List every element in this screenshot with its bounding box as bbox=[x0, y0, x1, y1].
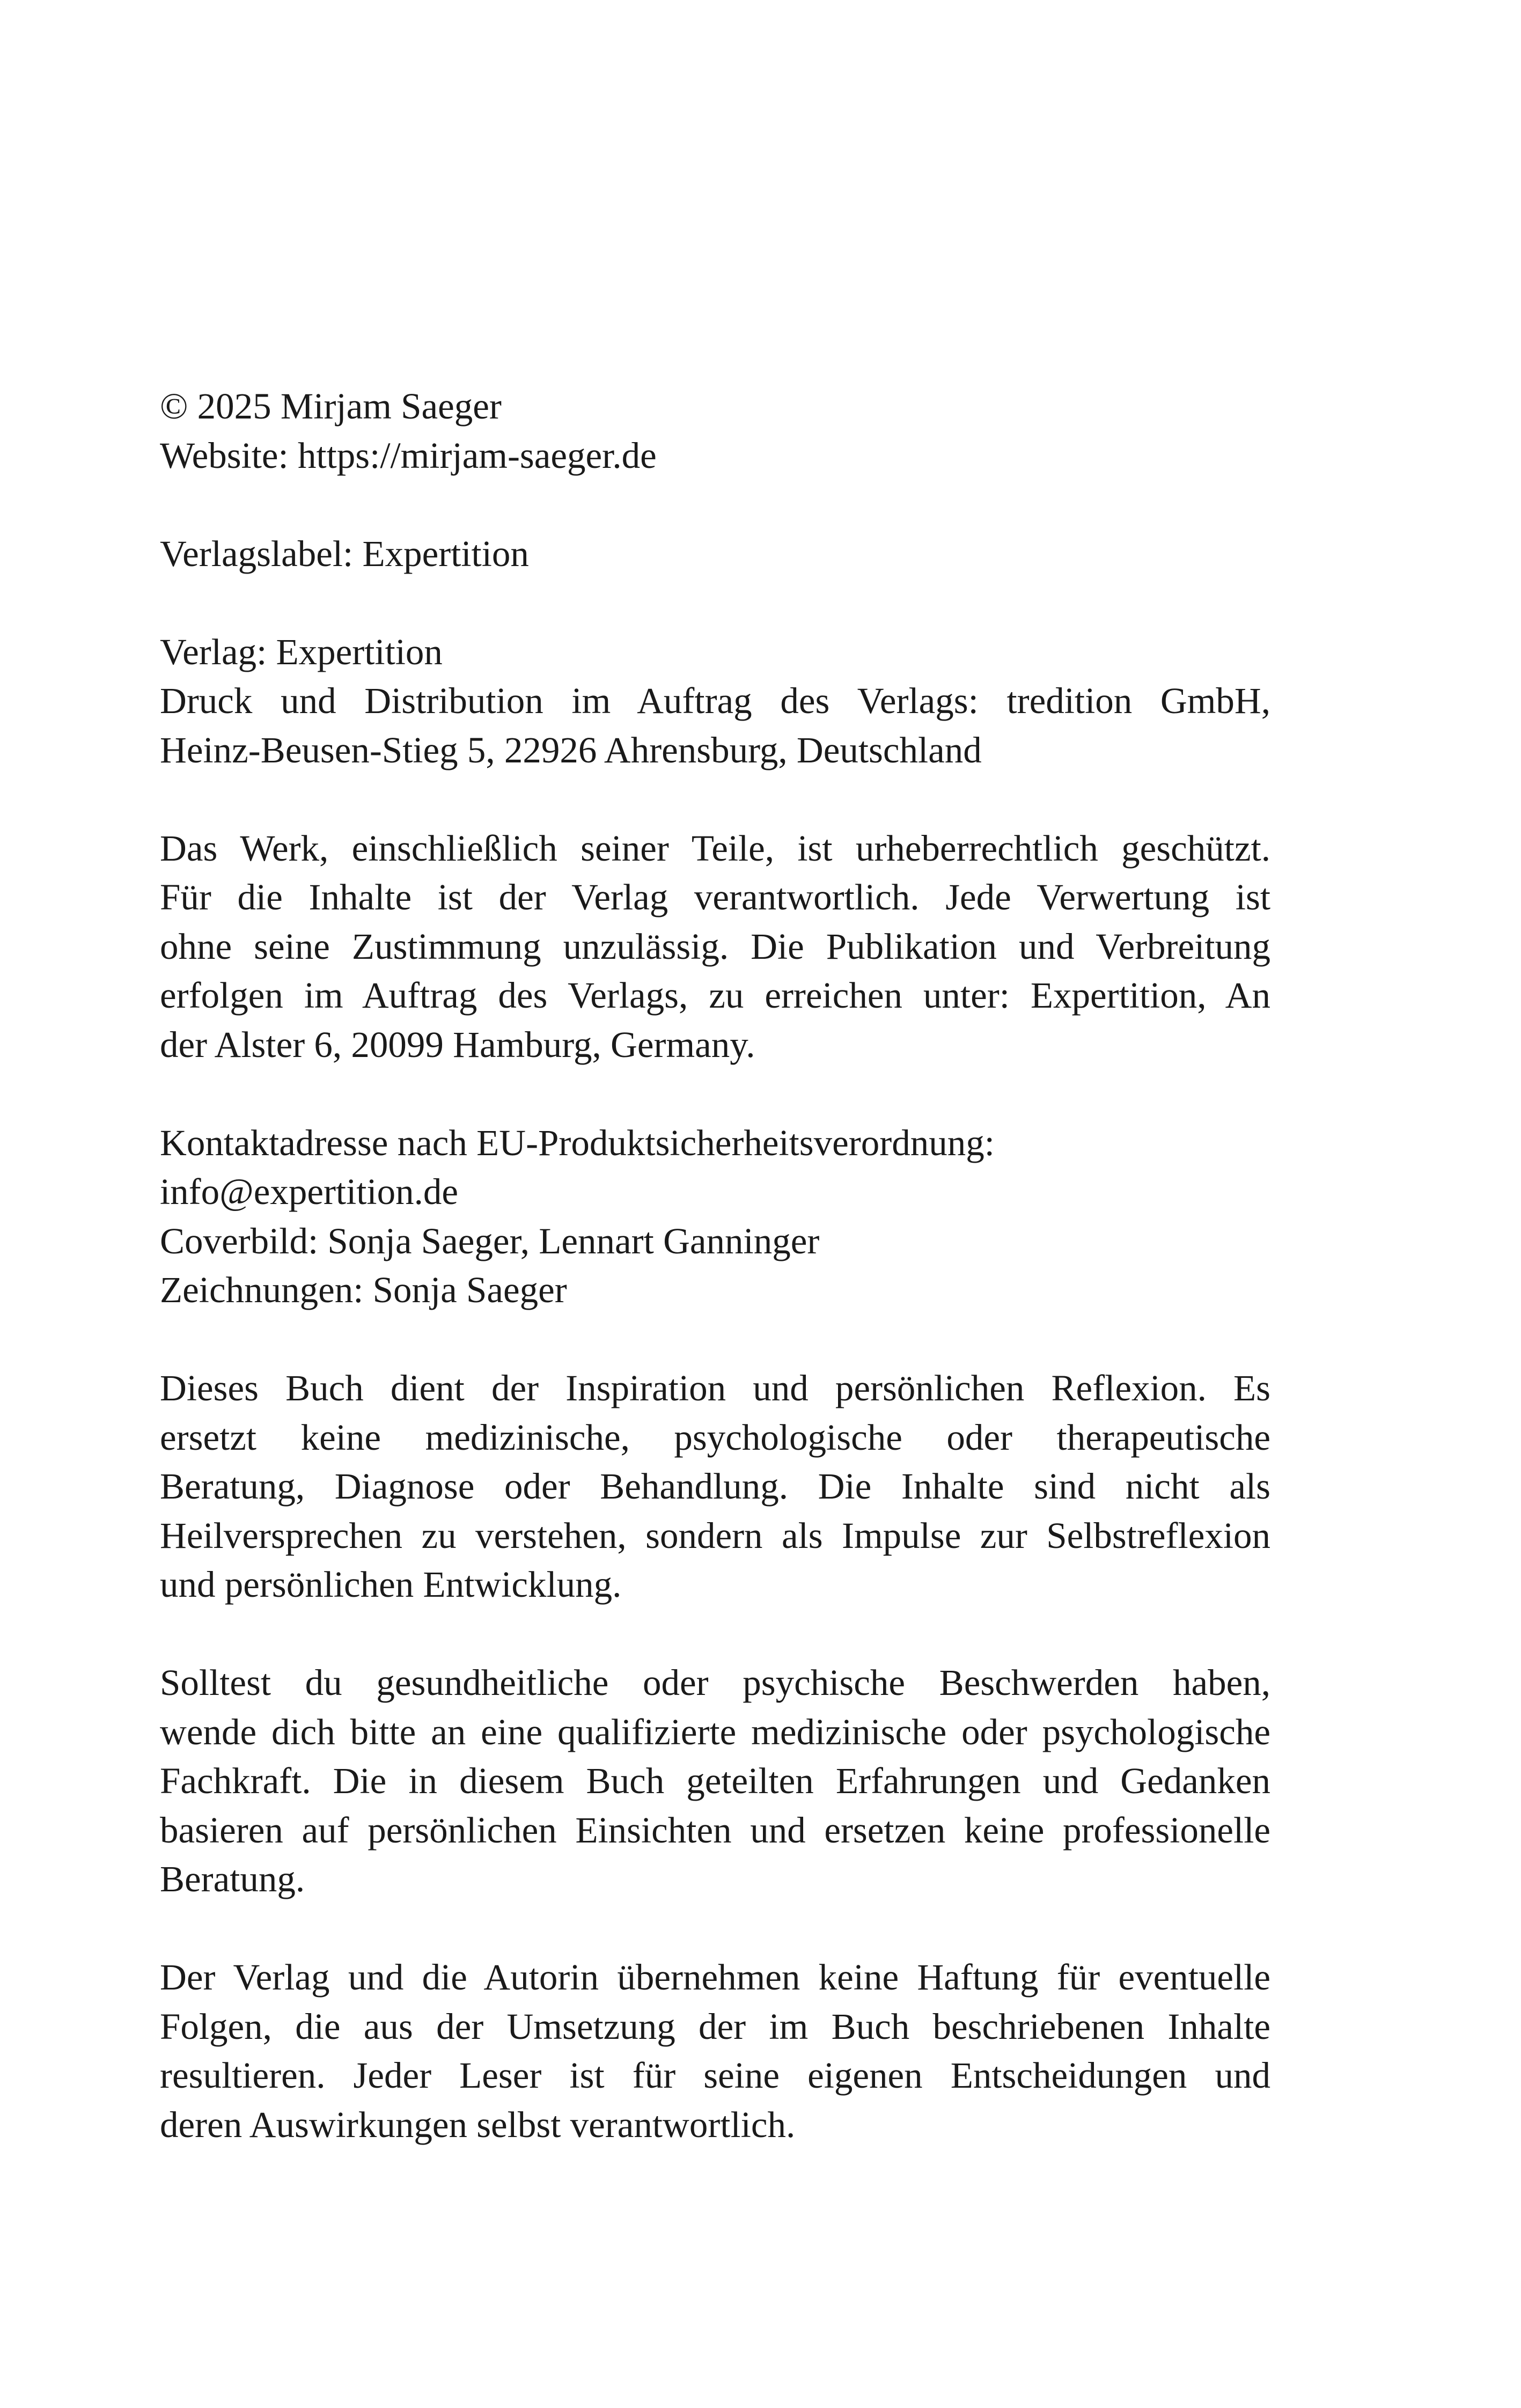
contact-email: info@expertition.de bbox=[160, 1171, 458, 1212]
paragraph-line: Das Werk, einschließlich seiner Teile, ist urheberrechtlich geschützt. bbox=[160, 827, 1270, 869]
paragraph-line: Der Verlag und die Autorin übernehmen keine Haftung für eventuelle bbox=[160, 1957, 1270, 1998]
paragraph-line: Heilversprechen zu verstehen, sondern als Impulse zur Selbstreflexion bbox=[160, 1515, 1270, 1556]
publisher-block bbox=[160, 628, 1270, 775]
paragraph-line: deren Auswirkungen selbst verantwortlich. bbox=[160, 2104, 796, 2145]
rights-paragraph bbox=[160, 824, 1270, 1070]
copyright-line: © 2025 Mirjam Saeger bbox=[160, 386, 502, 427]
paragraph-line: Für die Inhalte ist der Verlag verantwortlich. Jede Verwertung ist bbox=[160, 877, 1270, 917]
paragraph-line: basieren auf persönlichen Einsichten und ersetzen keine professionelle bbox=[160, 1809, 1270, 1851]
imprint-text bbox=[160, 382, 1270, 2149]
copyright-block bbox=[160, 382, 1270, 480]
paragraph-line: ohne seine Zustimmung unzulässig. Die Publikation und Verbreitung bbox=[160, 926, 1270, 967]
label-block bbox=[160, 530, 1270, 579]
publisher-label-line: Verlagslabel: Expertition bbox=[160, 533, 529, 574]
paragraph-line: resultieren. Jeder Leser ist für seine eigenen Entscheidungen und bbox=[160, 2055, 1270, 2096]
contact-heading: Kontaktadresse nach EU-Produktsicherheitsverordnung: bbox=[160, 1122, 995, 1163]
paragraph-line: der Alster 6, 20099 Hamburg, Germany. bbox=[160, 1024, 755, 1065]
paragraph-line: Beratung, Diagnose oder Behandlung. Die Inhalte sind nicht als bbox=[160, 1466, 1270, 1507]
paragraph-line: Beratung. bbox=[160, 1859, 305, 1899]
paragraph-line: erfolgen im Auftrag des Verlags, zu erreichen unter: Expertition, An bbox=[160, 975, 1270, 1016]
paragraph-line: ersetzt keine medizinische, psychologische oder therapeutische bbox=[160, 1416, 1270, 1458]
paragraph-line: Dieses Buch dient der Inspiration und persönlichen Reflexion. Es bbox=[160, 1368, 1270, 1408]
drawings-credit: Zeichnungen: Sonja Saeger bbox=[160, 1269, 567, 1310]
paragraph-line: Folgen, die aus der Umsetzung der im Buch beschriebenen Inhalte bbox=[160, 2006, 1270, 2047]
disclaimer-paragraph-2 bbox=[160, 1658, 1270, 1904]
paragraph-line: Solltest du gesundheitliche oder psychische Beschwerden haben, bbox=[160, 1662, 1270, 1703]
disclaimer-paragraph-3 bbox=[160, 1953, 1270, 2149]
paragraph-line: und persönlichen Entwicklung. bbox=[160, 1564, 622, 1605]
publisher-line: Verlag: Expertition bbox=[160, 631, 443, 672]
distribution-line-2: Heinz-Beusen-Stieg 5, 22926 Ahrensburg, Deutschland bbox=[160, 729, 982, 770]
disclaimer-paragraph-1 bbox=[160, 1364, 1270, 1610]
paragraph-line: Fachkraft. Die in diesem Buch geteilten Erfahrungen und Gedanken bbox=[160, 1760, 1270, 1801]
contact-block bbox=[160, 1119, 1270, 1315]
cover-credit: Coverbild: Sonja Saeger, Lennart Ganninger bbox=[160, 1220, 820, 1261]
paragraph-line: wende dich bitte an eine qualifizierte medizinische oder psychologische bbox=[160, 1711, 1270, 1752]
website-line: Website: https://mirjam-saeger.de bbox=[160, 435, 657, 476]
distribution-line-1: Druck und Distribution im Auftrag des Verlags: tredition GmbH, bbox=[160, 680, 1270, 721]
